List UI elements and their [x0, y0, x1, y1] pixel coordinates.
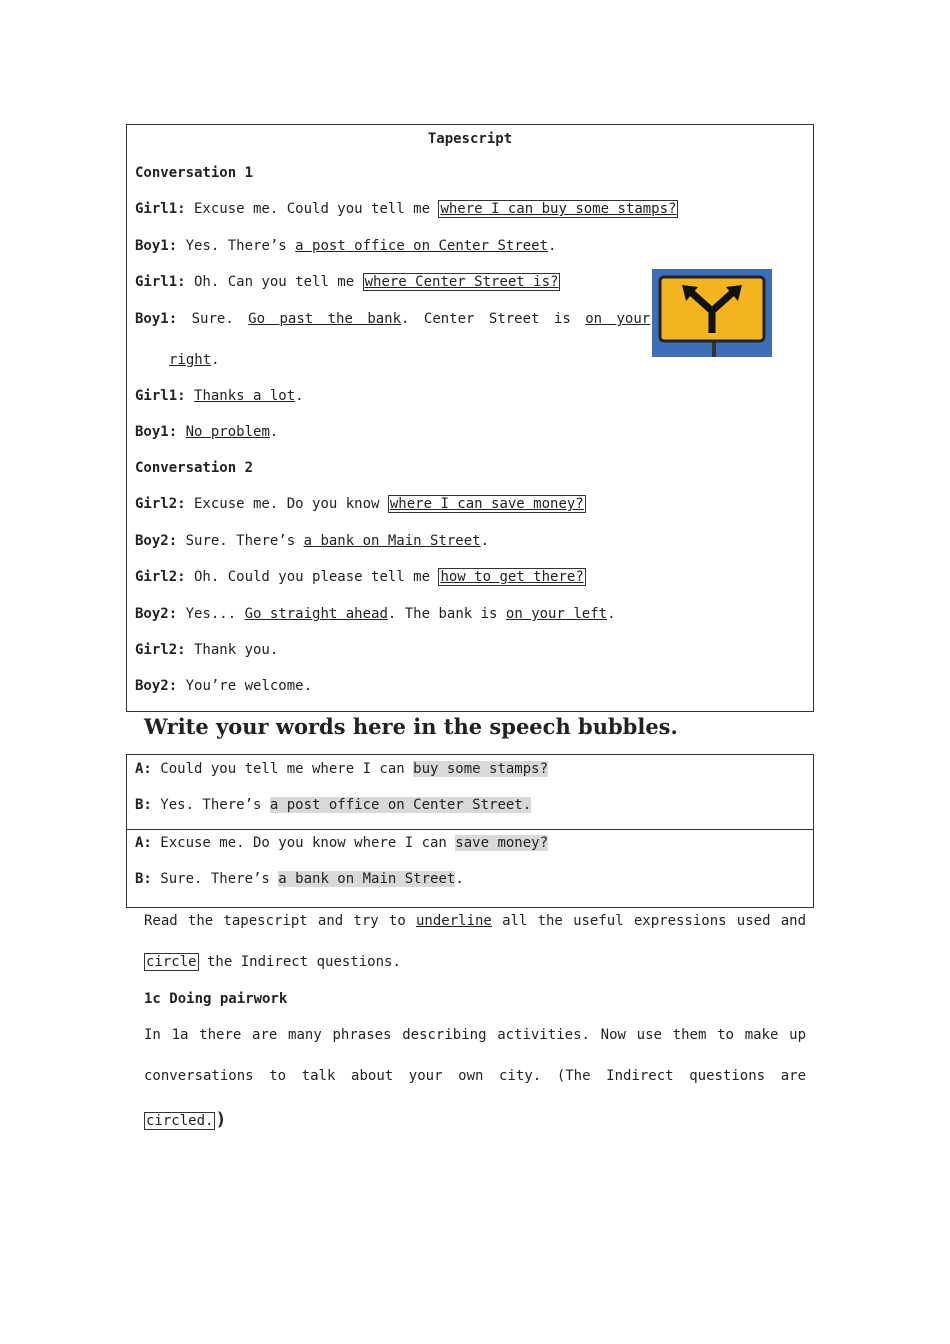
bubble-2-a: A: Excuse me. Do you know where I can save money? [135, 835, 549, 851]
c2-line-1: Girl2: Excuse me. Do you know where I can save money? [135, 496, 584, 512]
c1-line-1: Girl1: Excuse me. Could you tell me where I can buy some stamps? [135, 201, 677, 217]
conversation-2-heading: Conversation 2 [135, 460, 254, 476]
tapescript-title: Tapescript [427, 131, 513, 147]
underlined-expression: No problem [185, 424, 270, 440]
bubble-divider [127, 829, 813, 830]
circled-question: where I can buy some stamps? [440, 201, 677, 217]
underlined-expression: a bank on Main Street [303, 533, 481, 549]
c2-line-6: Boy2: You’re welcome. [135, 678, 313, 694]
underlined-expression: a post office on Center Street [295, 238, 549, 254]
fork-arrow-icon [652, 269, 772, 357]
circled-question: where I can save money? [389, 496, 584, 512]
c1-line-5: Girl1: Thanks a lot. [135, 388, 304, 404]
instruction-line-5: circled. ) [146, 1109, 227, 1130]
circled-question: where Center Street is? [364, 274, 559, 290]
c1-line-4: Boy1: Sure. Go past the bank. Center Street is on your [135, 311, 651, 327]
c1-line-6: Boy1: No problem. [135, 424, 279, 440]
bubble-2-b: B: Sure. There’s a bank on Main Street. [135, 871, 464, 887]
underlined-expression: Thanks a lot [194, 388, 296, 404]
c2-line-4: Boy2: Yes... Go straight ahead. The bank is on your left. [135, 606, 616, 622]
underlined-expression: Go straight ahead [244, 606, 388, 622]
bubble-1-b: B: Yes. There’s a post office on Center Street. [135, 797, 532, 813]
c1-line-4-cont: right. [169, 352, 220, 368]
c2-line-5: Girl2: Thank you. [135, 642, 279, 658]
instruction-line-2: circle the Indirect questions. [146, 954, 401, 970]
fork-road-sign-image [652, 269, 772, 357]
instruction-line-1: Read the tapescript and try to underline all the useful expressions used and [144, 913, 806, 929]
instruction-line-3: In 1a there are many phrases describing activities. Now use them to make up [144, 1027, 806, 1043]
c1-line-3: Girl1: Oh. Can you tell me where Center Street is? [135, 274, 559, 290]
underlined-expression: on your left [505, 606, 608, 622]
circled-question: how to get there? [440, 569, 584, 585]
underlined-expression: on your [585, 311, 651, 327]
speech-bubbles-heading: Write your words here in the speech bubbles. [144, 714, 678, 739]
c1-line-2: Boy1: Yes. There’s a post office on Center Street. [135, 238, 557, 254]
c2-line-3: Girl2: Oh. Could you please tell me how to get there? [135, 569, 584, 585]
c2-line-2: Boy2: Sure. There’s a bank on Main Street. [135, 533, 490, 549]
tapescript-box [126, 124, 814, 712]
bubble-1-a: A: Could you tell me where I can buy some stamps? [135, 761, 549, 777]
speech-bubbles-box [126, 754, 814, 908]
underlined-expression: Go past the bank [248, 311, 402, 327]
conversation-1-heading: Conversation 1 [135, 165, 254, 181]
instruction-line-4: conversations to talk about your own city. (The Indirect questions are [144, 1068, 806, 1084]
section-heading-1c: 1c Doing pairwork [144, 991, 288, 1007]
